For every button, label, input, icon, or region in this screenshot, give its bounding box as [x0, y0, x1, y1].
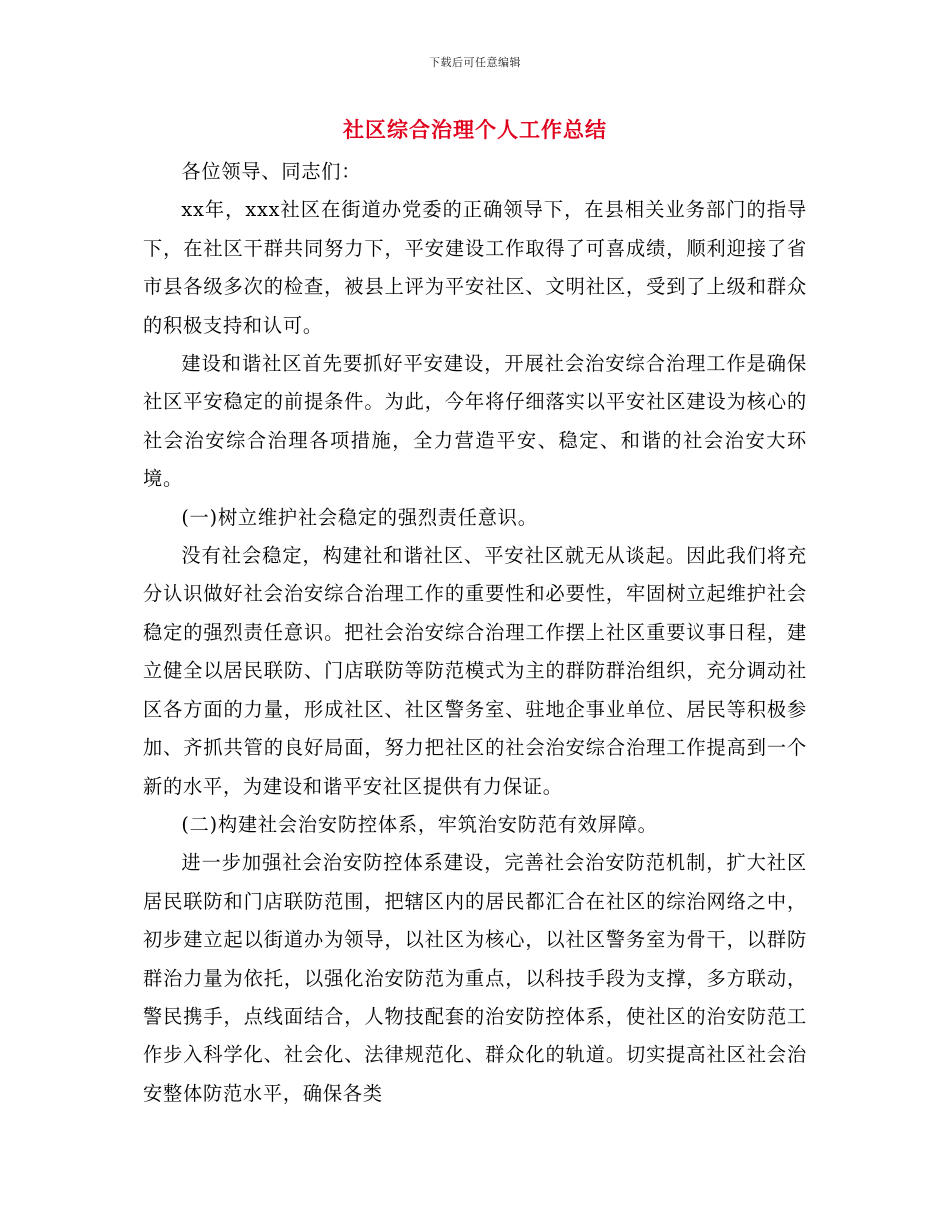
- section-heading: (一)树立维护社会稳定的强烈责任意识。: [181, 505, 538, 529]
- page-header-note: 下载后可任意编辑: [429, 56, 521, 69]
- paragraph: 建设和谐社区首先要抓好平安建设，开展社会治安综合治理工作是确保社区平安稳定的前提条件。为此，今年将仔细落实以平安社区建设为核心的社会治安综合治理各项措施，全力营造平安、稳定、和谐的社会治安大环境。: [143, 352, 807, 491]
- paragraph-salutation: 各位领导、同志们：: [181, 160, 362, 183]
- document-body: [143, 153, 807, 1113]
- section-heading: (二)构建社会治安防控体系，牢筑治安防范有效屏障。: [181, 812, 658, 836]
- paragraph: 进一步加强社会治安防控体系建设，完善社会治安防范机制，扩大社区居民联防和门店联防范围，把辖区内的居民都汇合在社区的综治网络之中，初步建立起以街道办为领导，以社区为核心，以社区警务室为骨干，以群防群治力量为依托，以强化治安防范为重点，以科技手段为支撑，多方联动，警民携手，点线面结合，人物技配套的治安防控体系，使社区的治安防范工作步入科学化、社会化、法律规范化、群众化的轨道。切实提高社区社会治安整体防范水平，确保各类: [143, 851, 807, 1105]
- paragraph: 没有社会稳定，构建社和谐社区、平安社区就无从谈起。因此我们将充分认识做好社会治安综合治理工作的重要性和必要性，牢固树立起维护社会稳定的强烈责任意识。把社会治安综合治理工作摆上社区重要议事日程，建立健全以居民联防、门店联防等防范模式为主的群防群治组织，充分调动社区各方面的力量，形成社区、社区警务室、驻地企事业单位、居民等积极参加、齐抓共管的良好局面，努力把社区的社会治安综合治理工作提高到一个新的水平，为建设和谐平安社区提供有力保证。: [143, 544, 807, 798]
- document-title: 社区综合治理个人工作总结: [343, 118, 607, 142]
- paragraph: xx年，xxx社区在街道办党委的正确领导下，在县相关业务部门的指导下，在社区干群共同努力下，平安建设工作取得了可喜成绩，顺利迎接了省市县各级多次的检查，被县上评为平安社区、文明社区，受到了上级和群众的积极支持和认可。: [143, 198, 807, 337]
